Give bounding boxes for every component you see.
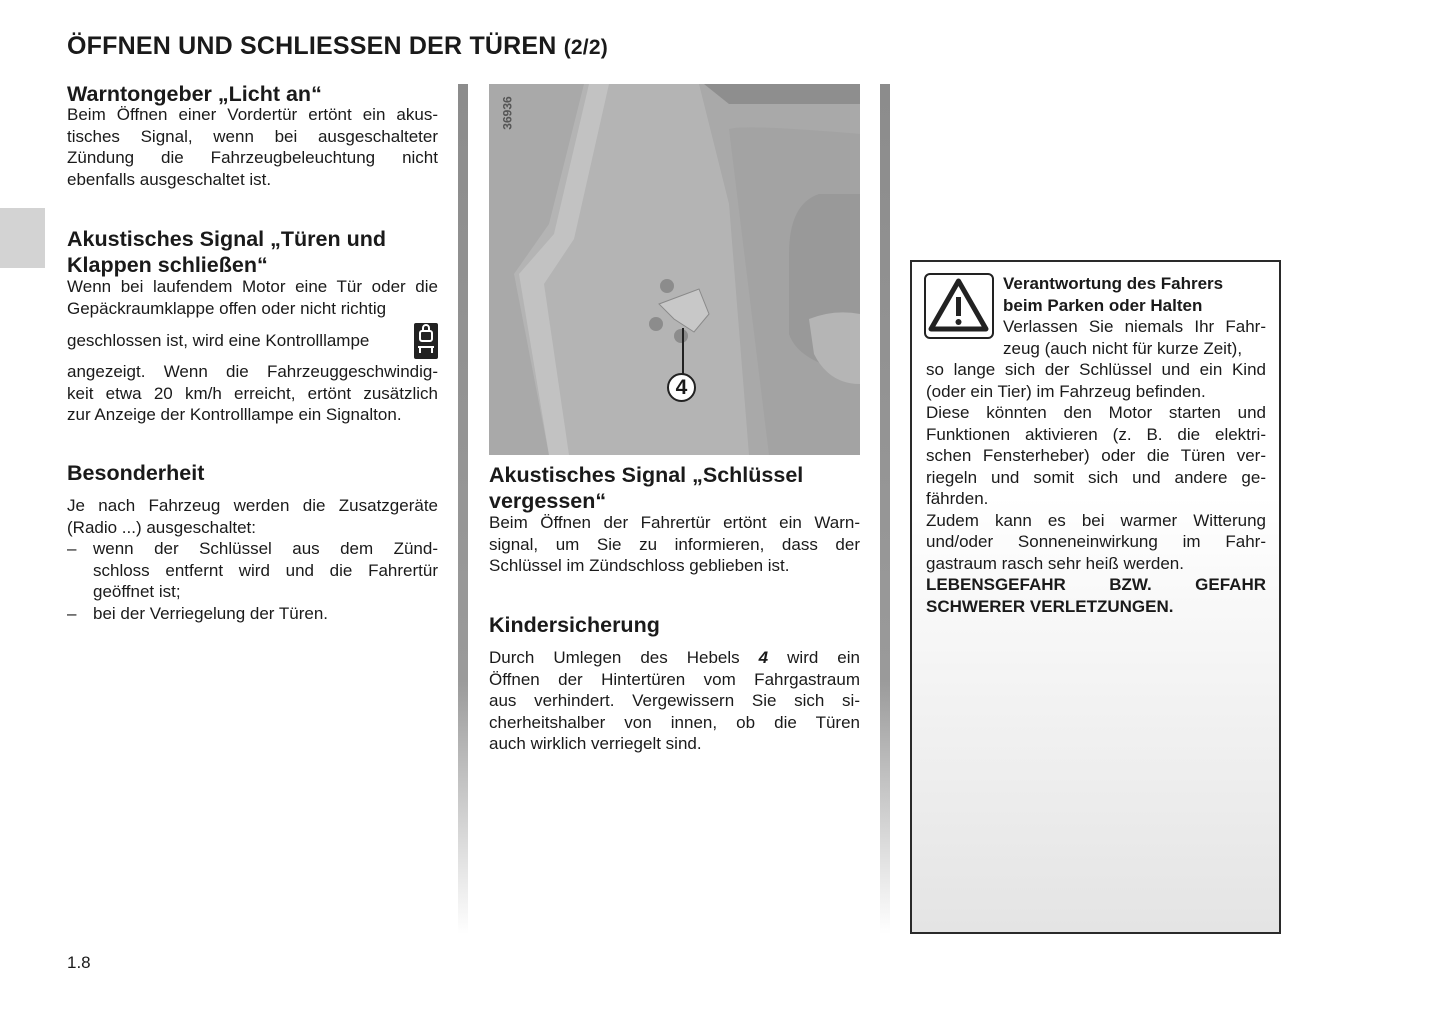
- text-lines: [1003, 316, 1266, 359]
- text-line: Schlüssel im Zündschloss geblieben ist.: [489, 556, 790, 575]
- text-line: Beim Öffnen einer Vordertür ertönt ein akus-: [67, 105, 438, 124]
- section-text: [67, 361, 438, 426]
- text-line: Öffnen der Hintertüren vom Fahrgastraum: [489, 669, 860, 689]
- section-text: [489, 512, 860, 577]
- door-illustration: [489, 84, 860, 455]
- text-line: Funktionen aktivieren (z. B. die elektri-: [926, 424, 1266, 444]
- warning-emphasis: [926, 574, 1266, 617]
- list-item: [67, 603, 438, 625]
- warning-box: [910, 260, 1281, 934]
- callout-4: 4: [667, 373, 696, 402]
- section-heading-schluessel: [489, 462, 860, 514]
- heading-line: Klappen schließen“: [67, 253, 268, 277]
- icon-line: [67, 322, 438, 359]
- section-heading-licht-an: Warntongeber „Licht an“: [67, 82, 322, 106]
- text-line: Verlassen Sie niemals Ihr Fahr-: [1003, 317, 1266, 336]
- text-line: Diese könnten den Motor starten und: [926, 403, 1266, 422]
- text-line: geschlossen ist, wird eine Kontrolllampe: [67, 331, 370, 350]
- text-line: schloss entfernt wird und die Fahrertür: [93, 560, 438, 580]
- column-divider: [880, 84, 890, 934]
- warning-text: [926, 359, 1266, 617]
- heading-line: Akustisches Signal „Schlüssel: [489, 463, 804, 487]
- text: Durch Umlegen des Hebels: [489, 648, 740, 667]
- warning-indent-text: [1003, 273, 1266, 359]
- text-line: SCHWERER VERLETZUNGEN.: [926, 596, 1174, 616]
- text-line: zeug (auch nicht für kurze Zeit),: [1003, 338, 1243, 358]
- text-line: ebenfalls ausgeschaltet ist.: [67, 169, 272, 189]
- text-line: Beim Öffnen der Fahrertür ertönt ein Warn-: [489, 513, 860, 532]
- text-line: Je nach Fahrzeug werden die Zusatzgeräte: [67, 496, 438, 515]
- page-title: [67, 32, 608, 61]
- column-divider: [458, 84, 468, 934]
- text-line: (Radio ...) ausgeschaltet:: [67, 517, 256, 537]
- section-text: [67, 276, 438, 319]
- section-text: [489, 647, 860, 755]
- text-line: angezeigt. Wenn die Fahrzeuggeschwindig-: [67, 362, 438, 381]
- section-heading-tueren: [67, 226, 438, 278]
- text-line: gastraum rasch sehr heiß werden.: [926, 553, 1184, 573]
- list-dash: –: [67, 539, 77, 558]
- section-text: [67, 495, 438, 538]
- warning-heading: Verantwortung des Fahrers: [1003, 274, 1224, 293]
- text-line: riegeln und somit sich und andere ge-: [926, 467, 1266, 487]
- text-lines: [926, 359, 1266, 574]
- section-text: [67, 104, 438, 190]
- door-open-warning-lamp-icon: [414, 323, 438, 359]
- text-line: so lange sich der Schlüssel und ein Kind: [926, 360, 1266, 379]
- text-line: LEBENSGEFAHR BZW. GEFAHR: [926, 575, 1266, 594]
- text-line: aus verhindert. Vergewissern Sie sich si-: [489, 691, 860, 710]
- section-heading-kindersicherung: Kindersicherung: [489, 613, 660, 637]
- list-item-text: [93, 538, 438, 603]
- warning-heading: beim Parken oder Halten: [1003, 295, 1203, 315]
- text-line: und/oder Sonneneinwirkung im Fahr-: [926, 532, 1266, 551]
- text-line: schen Fensterheber) oder die Türen ver-: [926, 446, 1266, 465]
- text-line: keit etwa 20 km/h erreicht, ertönt zusätzlich: [67, 383, 438, 403]
- title-text: ÖFFNEN UND SCHLIESSEN DER TÜREN: [67, 32, 557, 60]
- text-lines: [489, 669, 860, 755]
- text: wird ein: [787, 648, 860, 667]
- text-line: Gepäckraumklappe offen oder nicht richtig: [67, 298, 387, 318]
- text-line: cherheitshalber von innen, ob die Türen: [489, 712, 860, 732]
- text-line: tisches Signal, wenn bei ausgeschalteter: [67, 126, 438, 146]
- text-line: bei der Verriegelung der Türen.: [93, 603, 329, 623]
- text-line: Wenn bei laufendem Motor eine Tür oder die: [67, 277, 438, 296]
- list-item-text: [93, 603, 438, 625]
- text-line: signal, um Sie zu informieren, dass der: [489, 534, 860, 554]
- heading-line: vergessen“: [489, 489, 607, 513]
- section-heading-besonderheit: Besonderheit: [67, 461, 205, 485]
- text-line: auch wirklich verriegelt sind.: [489, 734, 702, 753]
- figure-number: 36936: [500, 96, 515, 130]
- warning-triangle-icon: [924, 273, 994, 339]
- text-line: wenn der Schlüssel aus dem Zünd-: [93, 539, 438, 558]
- list-dash: –: [67, 603, 77, 623]
- text-line: fährden.: [926, 489, 989, 508]
- lever-number: 4: [758, 648, 769, 667]
- text-line: Zudem kann es bei warmer Witterung: [926, 510, 1266, 530]
- text-line: Zündung die Fahrzeugbeleuchtung nicht: [67, 148, 438, 167]
- text-line: (oder ein Tier) im Fahrzeug befinden.: [926, 381, 1206, 401]
- title-suffix: (2/2): [563, 36, 608, 59]
- bullet-list: [67, 538, 438, 624]
- heading-line: Akustisches Signal „Türen und: [67, 227, 386, 251]
- chapter-tab: [0, 208, 45, 268]
- list-item: [67, 538, 438, 603]
- text-line: [489, 647, 860, 669]
- text-line: geöffnet ist;: [93, 582, 181, 601]
- page-number: 1.8: [67, 953, 91, 972]
- text-line: zur Anzeige der Kontrolllampe ein Signalton.: [67, 405, 402, 424]
